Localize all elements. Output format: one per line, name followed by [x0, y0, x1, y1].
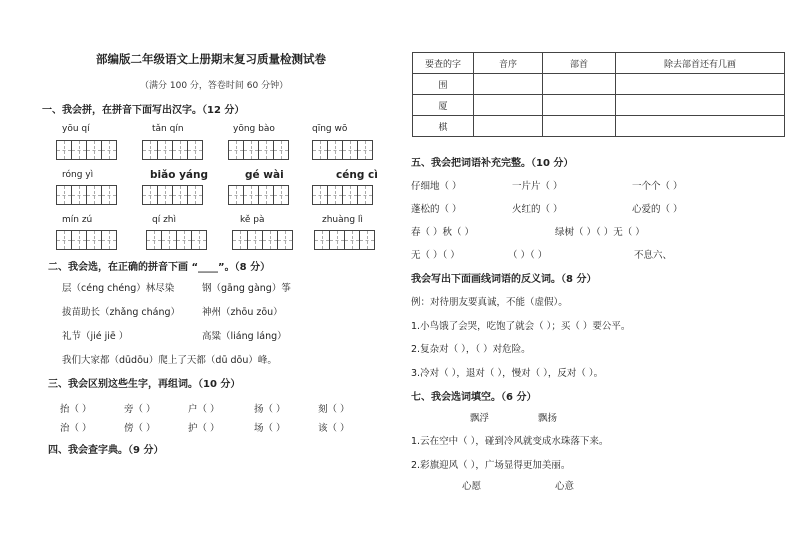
dictionary-table: [412, 52, 785, 137]
fill-item: 无（ ）（ ）: [411, 250, 460, 261]
section7-heading: 七、我会选词填空。（6 分）: [411, 392, 537, 403]
pinyin: kě pà: [240, 215, 265, 225]
answer-cell[interactable]: [474, 116, 543, 137]
writing-grid[interactable]: [142, 185, 202, 205]
choice-item: 我们大家都（dūdōu）爬上了天都（dū dōu）峰。: [62, 355, 277, 366]
answer-cell[interactable]: [474, 95, 543, 116]
fill-item: 一个个（ ）: [632, 181, 683, 192]
choice-item: 钢（gāng gàng）筝: [202, 283, 291, 294]
section3-heading: 三、我会区别这些生字，再组词。（10 分）: [48, 379, 241, 390]
writing-grid[interactable]: [228, 140, 288, 160]
word-item: 户（ ）: [188, 404, 220, 415]
writing-grid[interactable]: [228, 185, 288, 205]
fill-item: 不息六、: [634, 250, 673, 261]
fill-item: 春（ ）秋（ ）: [411, 227, 475, 238]
word-item: 该（ ）: [318, 423, 350, 434]
table-header: 要查的字: [413, 53, 474, 74]
table-row: [413, 74, 785, 95]
word-option: 心愿: [462, 481, 482, 492]
pinyin: mín zú: [62, 215, 93, 225]
pinyin: qí zhì: [152, 215, 177, 225]
question-line: 2.复杂对（ ），（ ）对危险。: [411, 344, 531, 355]
fill-item: 仔细地（ ）: [411, 181, 462, 192]
writing-grid[interactable]: [232, 230, 292, 250]
word-item: 傍（ ）: [124, 423, 156, 434]
answer-cell[interactable]: [543, 74, 616, 95]
writing-grid[interactable]: [314, 230, 374, 250]
pinyin: róng yì: [62, 170, 94, 180]
section2-heading: 二、我会选，在正确的拼音下画 “____”。（8 分）: [48, 262, 271, 273]
fill-item: 心爱的（ ）: [632, 204, 683, 215]
section6-heading: 我会写出下面画线词语的反义词。（8 分）: [411, 274, 597, 285]
answer-cell[interactable]: [616, 116, 785, 137]
writing-grid[interactable]: [56, 230, 116, 250]
choice-item: 层（céng chéng）林尽染: [62, 283, 175, 294]
table-cell: 围: [413, 74, 474, 95]
pinyin: gé wài: [245, 169, 284, 181]
fill-item: （ ）（ ）: [508, 250, 548, 261]
fill-item: 绿树（ ）（ ）无（ ）: [555, 227, 645, 238]
word-item: 旁（ ）: [124, 404, 156, 415]
pinyin: biǎo yáng: [150, 169, 208, 181]
writing-grid[interactable]: [56, 140, 116, 160]
pinyin: yōu qí: [62, 124, 90, 134]
choice-item: 高粱（liáng láng）: [202, 331, 287, 342]
answer-cell[interactable]: [543, 95, 616, 116]
subtitle: （满分 100 分，答卷时间 60 分钟）: [140, 81, 289, 91]
table-row: [413, 116, 785, 137]
fill-item: 火红的（ ）: [512, 204, 563, 215]
writing-grid[interactable]: [312, 140, 372, 160]
table-cell: 厦: [413, 95, 474, 116]
choice-item: 礼节（jié jiē ）: [62, 331, 129, 342]
table-header: 部首: [543, 53, 616, 74]
word-option: 飘扬: [538, 413, 558, 424]
example-line: 例：对待朋友要真诚，不能（虚假）。: [411, 297, 568, 308]
question-line: 1.云在空中（ ），碰到冷风就变成水珠落下来。: [411, 436, 609, 447]
table-row: [413, 95, 785, 116]
word-item: 治（ ）: [60, 423, 92, 434]
word-option: 飘浮: [470, 413, 490, 424]
pinyin: yōng bào: [233, 124, 275, 134]
answer-cell[interactable]: [543, 116, 616, 137]
writing-grid[interactable]: [146, 230, 206, 250]
fill-item: 蓬松的（ ）: [411, 204, 462, 215]
pinyin: qīng wō: [312, 124, 348, 134]
pinyin: tǎn qín: [152, 124, 184, 134]
fill-item: 一片片（ ）: [512, 181, 563, 192]
word-item: 场（ ）: [254, 423, 286, 434]
table-header: 除去部首还有几画: [616, 53, 785, 74]
section1-heading: 一、我会拼，在拼音下面写出汉字。（12 分）: [42, 105, 245, 116]
word-item: 刻（ ）: [318, 404, 350, 415]
word-option: 心意: [555, 481, 575, 492]
question-line: 3.冷对（ ），退对（ ），慢对（ ），反对（ ）。: [411, 368, 604, 379]
answer-cell[interactable]: [616, 74, 785, 95]
table-cell: 棋: [413, 116, 474, 137]
page-title: 部编版二年级语文上册期末复习质量检测试卷: [96, 52, 326, 66]
choice-item: 神州（zhōu zōu）: [202, 307, 283, 318]
writing-grid[interactable]: [312, 185, 372, 205]
answer-cell[interactable]: [474, 74, 543, 95]
pinyin: céng cì: [336, 169, 378, 181]
word-item: 抬（ ）: [60, 404, 92, 415]
table-header: 音序: [474, 53, 543, 74]
word-item: 护（ ）: [188, 423, 220, 434]
section4-heading: 四、我会查字典。（9 分）: [48, 445, 164, 456]
writing-grid[interactable]: [56, 185, 116, 205]
writing-grid[interactable]: [142, 140, 202, 160]
word-item: 扬（ ）: [254, 404, 286, 415]
pinyin: zhuàng lì: [322, 215, 363, 225]
answer-cell[interactable]: [616, 95, 785, 116]
question-line: 2.彩旗迎风（ ），广场显得更加美丽。: [411, 460, 571, 471]
question-line: 1.小鸟饿了会哭，吃饱了就会（ ）；买（ ）要公平。: [411, 321, 631, 332]
section5-heading: 五、我会把词语补充完整。（10 分）: [411, 158, 574, 169]
choice-item: 拔苗助长（zhǎng cháng）: [62, 307, 181, 318]
